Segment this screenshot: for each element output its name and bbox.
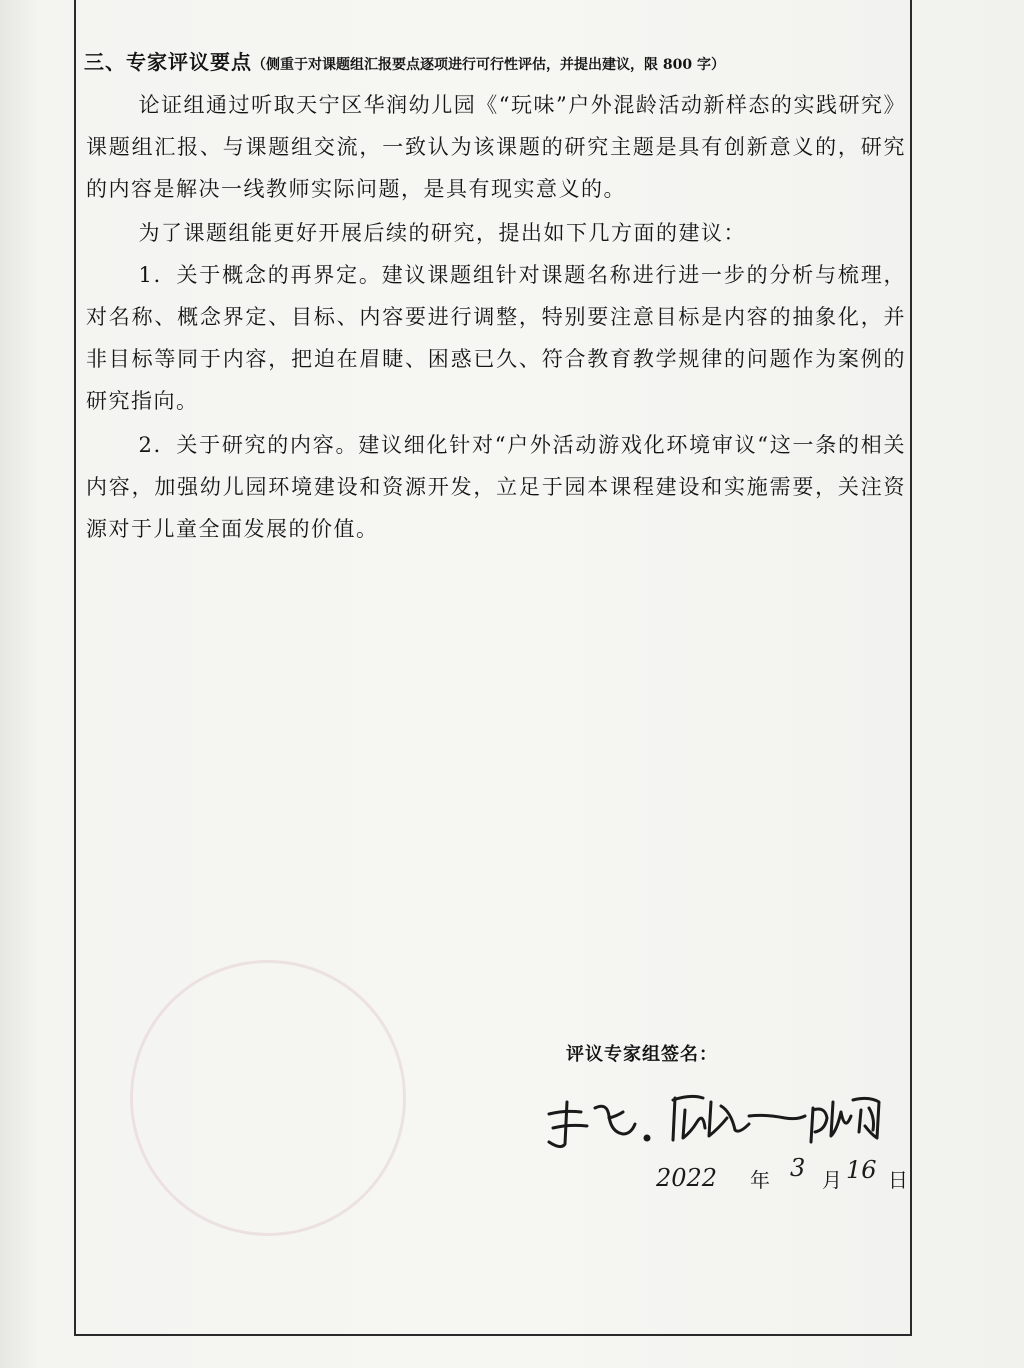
date-year: 2022 [656, 1164, 718, 1192]
date-month-unit: 月 [822, 1168, 842, 1192]
paragraph-suggestion-lead: 为了课题组能更好开展后续的研究，提出如下几方面的建议： [138, 221, 746, 245]
section-note: （侧重于对课题组汇报要点逐项进行可行性评估，并提出建议，限 800 字） [252, 57, 725, 73]
faded-stamp [130, 960, 406, 1236]
section-title: 三、专家评议要点 [84, 50, 252, 74]
signature-label: 评议专家组签名： [566, 1044, 718, 1065]
date-day-unit: 日 [888, 1168, 908, 1192]
section-heading [84, 46, 725, 75]
date-month: 3 [790, 1154, 806, 1182]
paragraph-suggestion-2: 2．关于研究的内容。建议细化针对“户外活动游戏化环境审议“这一条的相关内容，加强幼儿园环境建设和资源开发，立足于园本课程建设和实施需要，关注资源对于儿童全面发展的价值。 [86, 433, 906, 541]
handwritten-signatures [535, 1072, 905, 1154]
date-year-unit: 年 [750, 1168, 770, 1192]
paragraph-intro: 论证组通过听取天宁区华润幼儿园《“玩味”户外混龄活动新样态的实践研究》课题组汇报、与课题组交流，一致认为该课题的研究主题是具有创新意义的，研究的内容是解决一线教师实际问题，是具有现实意义的。 [86, 93, 906, 201]
date-line [650, 1154, 920, 1198]
paragraph-suggestion-1: 1．关于概念的再界定。建议课题组针对课题名称进行进一步的分析与梳理，对名称、概念界定、目标、内容要进行调整，特别要注意目标是内容的抽象化，并非目标等同于内容，把迫在眉睫、困惑已久、符合教育教学规律的问题作为案例的研究指向。 [86, 263, 906, 413]
date-day: 16 [846, 1156, 877, 1184]
